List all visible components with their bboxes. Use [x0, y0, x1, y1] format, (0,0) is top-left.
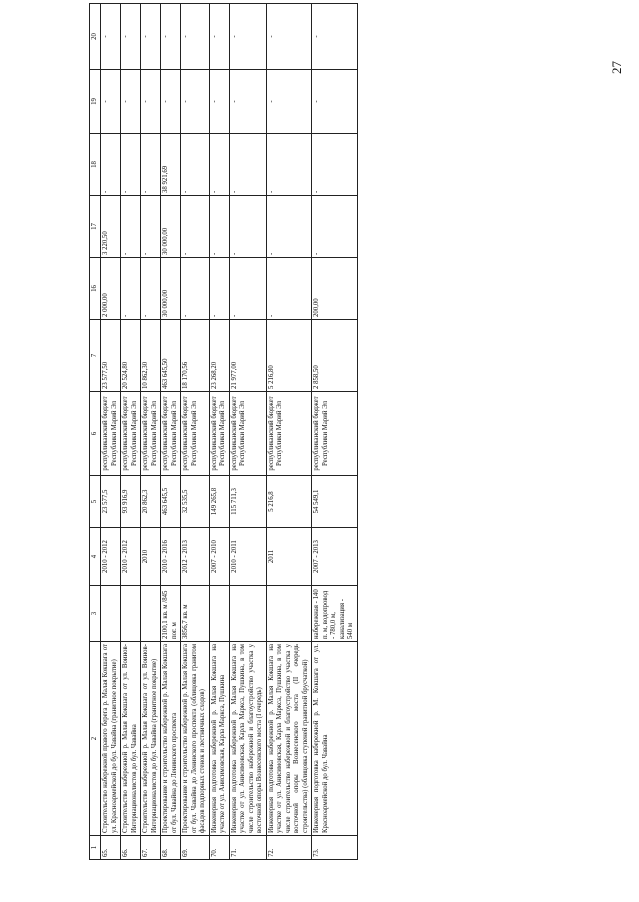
cell-num: 71. [229, 836, 266, 860]
cell-c6: республиканский бюджет Республики Марий Эл [121, 392, 141, 476]
cell-c4: 2012 - 2013 [181, 528, 209, 586]
column-header: 19 [90, 70, 101, 134]
cell-name: Инженерная подготовка набережной р. Малая Кокшага на участке от ул. Анисимовская, Карла Маркса, Пушкина [209, 642, 229, 836]
cell-c17: - [209, 196, 229, 258]
cell-c18: 38 921,69 [161, 134, 181, 196]
cell-c5: 23 577,5 [101, 476, 121, 528]
column-header: 4 [90, 528, 101, 586]
cell-c6: республиканский бюджет Республики Марий Эл [266, 392, 311, 476]
column-header: 18 [90, 134, 101, 196]
cell-c4: 2011 [266, 528, 311, 586]
table-row [266, 4, 311, 860]
header-row [90, 4, 101, 860]
cell-c18: - [209, 134, 229, 196]
cell-c19: - [181, 70, 209, 134]
cell-c5: 93 916,9 [121, 476, 141, 528]
cell-c16: - [209, 258, 229, 320]
cell-name: Строительство набережной правого берега р. Малая Кокшага от ул. Красноармейской до бул. Чавайна (гранитное покрытие) [101, 642, 121, 836]
cell-c20: - [141, 4, 161, 70]
cell-c18: - [121, 134, 141, 196]
cell-c16: 200,00 [312, 258, 357, 320]
table-row [209, 4, 229, 860]
cell-c4: 2010 - 2012 [101, 528, 121, 586]
cell-c7: 463 645,50 [161, 320, 181, 392]
cell-c20: - [101, 4, 121, 70]
cell-c3 [101, 586, 121, 642]
cell-c6: республиканский бюджет Республики Марий Эл [101, 392, 121, 476]
cell-num: 68. [161, 836, 181, 860]
cell-c7: 23 577,50 [101, 320, 121, 392]
cell-c5: 32 535,5 [181, 476, 209, 528]
cell-num: 67. [141, 836, 161, 860]
table-row [101, 4, 121, 860]
cell-c7: 18 170,56 [181, 320, 209, 392]
cell-c6: республиканский бюджет Республики Марий Эл [161, 392, 181, 476]
column-header: 3 [90, 586, 101, 642]
cell-c17: 3 220,50 [101, 196, 121, 258]
column-header: 2 [90, 642, 101, 836]
cell-c19: - [101, 70, 121, 134]
cell-c19: - [266, 70, 311, 134]
cell-c20: - [209, 4, 229, 70]
cell-num: 70. [209, 836, 229, 860]
cell-c4: 2010 - 2012 [121, 528, 141, 586]
cell-num: 69. [181, 836, 209, 860]
cell-name: Инженерная подготовка набережной р. Малая Кокшага на участке от ул. Анисимовская, Карла Маркса, Пушкина, в том числе строительство набережной и благоустройство участка у восточной опоры Вознесенского моста (II очередь строительства) (облицовка ступеней гранитной брусчаткой) [266, 642, 311, 836]
cell-c18: - [181, 134, 209, 196]
cell-c20: - [312, 4, 357, 70]
cell-c3 [209, 586, 229, 642]
column-header: 6 [90, 392, 101, 476]
cell-c19: - [209, 70, 229, 134]
cell-c6: республиканский бюджет Республики Марий Эл [209, 392, 229, 476]
cell-num: 73. [312, 836, 357, 860]
page-number: 27 [609, 61, 624, 74]
cell-c20: - [181, 4, 209, 70]
cell-c7: 2 858,50 [312, 320, 357, 392]
cell-c6: республиканский бюджет Республики Марий Эл [181, 392, 209, 476]
cell-name: Строительство набережной р. Малая Кокшага от ул. Воинов-Интернационалистов до бул. Чавайна [121, 642, 141, 836]
cell-c7: 21 977,00 [229, 320, 266, 392]
cell-name: Строительство набережной р. Малая Кокшага от ул. Воинов-Интернационалистов до бул. Чавайна (гранитное покрытие) [141, 642, 161, 836]
cell-c16: 30 000,00 [161, 258, 181, 320]
cell-c3: набережная - 140 п. м, водопровод - 780,0 м, канализация - 540 м [312, 586, 357, 642]
cell-c5: 5 216,8 [266, 476, 311, 528]
cell-c20: - [229, 4, 266, 70]
cell-c19: - [141, 70, 161, 134]
cell-c7: 20 524,80 [121, 320, 141, 392]
table-row [161, 4, 181, 860]
cell-c19: - [121, 70, 141, 134]
cell-name: Проектирование и строительство набережной р. Малая Кокшага от бул. Чавайна до Ленинского проспекта (облицовка гранитом фасадов подпорных стенок и лестничных сходов) [181, 642, 209, 836]
column-header: 5 [90, 476, 101, 528]
cell-c20: - [266, 4, 311, 70]
cell-c5: 20 862,3 [141, 476, 161, 528]
cell-c6: республиканский бюджет Республики Марий Эл [229, 392, 266, 476]
cell-c18: - [141, 134, 161, 196]
cell-name: Проектирование и строительство набережной р. Малая Кокшага от бул. Чавайна до Ленинского проспекта [161, 642, 181, 836]
cell-num: 65. [101, 836, 121, 860]
column-header: 20 [90, 4, 101, 70]
cell-c16: 2 000,00 [101, 258, 121, 320]
cell-c18: - [312, 134, 357, 196]
cell-c3 [266, 586, 311, 642]
cell-c3 [141, 586, 161, 642]
cell-c5: 54 549,1 [312, 476, 357, 528]
column-header: 7 [90, 320, 101, 392]
cell-c17: - [229, 196, 266, 258]
cell-c19: - [229, 70, 266, 134]
cell-num: 72. [266, 836, 311, 860]
column-header: 16 [90, 258, 101, 320]
cell-c3: 2100,1 кв. м /845 пог. м [161, 586, 181, 642]
column-header: 1 [90, 836, 101, 860]
cell-c17: - [266, 196, 311, 258]
cell-c16: - [181, 258, 209, 320]
cell-name: Инженерная подготовка набережной р. Малая Кокшага на участке от ул. Анисимовская, Карла Маркса, Пушкина, в том числе строительство набережной и благоустройство участка у восточной опоры Вознесенского моста (I очередь) [229, 642, 266, 836]
cell-c16: - [121, 258, 141, 320]
cell-c19: - [161, 70, 181, 134]
table-row [141, 4, 161, 860]
cell-name: Инженерная подготовка набережной р. М. Кокшага от ул. Красноармейской до бул. Чавайна [312, 642, 357, 836]
cell-c17: - [121, 196, 141, 258]
cell-c7: 5 216,80 [266, 320, 311, 392]
cell-c4: 2010 - 2016 [161, 528, 181, 586]
cell-c20: - [161, 4, 181, 70]
cell-c17: 30 000,00 [161, 196, 181, 258]
cell-c16: - [229, 258, 266, 320]
cell-num: 66. [121, 836, 141, 860]
cell-c4: 2010 - 2011 [229, 528, 266, 586]
cell-c4: 2007 - 2013 [312, 528, 357, 586]
cell-c5: 115 711,3 [229, 476, 266, 528]
cell-c7: 10 862,30 [141, 320, 161, 392]
table-row [181, 4, 209, 860]
cell-c17: - [181, 196, 209, 258]
cell-c17: - [141, 196, 161, 258]
cell-c18: - [266, 134, 311, 196]
cell-c3: 3856,7 кв. м [181, 586, 209, 642]
table-row [312, 4, 357, 860]
cell-c6: республиканский бюджет Республики Марий Эл [141, 392, 161, 476]
column-header: 17 [90, 196, 101, 258]
cell-c19: - [312, 70, 357, 134]
cell-c17: - [312, 196, 357, 258]
cell-c5: 463 645,5 [161, 476, 181, 528]
cell-c18: - [229, 134, 266, 196]
cell-c20: - [121, 4, 141, 70]
cell-c6: республиканский бюджет Республики Марий Эл [312, 392, 357, 476]
table-row [121, 4, 141, 860]
cell-c5: 149 265,8 [209, 476, 229, 528]
cell-c16: - [266, 258, 311, 320]
cell-c3 [229, 586, 266, 642]
cell-c16: - [141, 258, 161, 320]
cell-c3 [121, 586, 141, 642]
cell-c4: 2007 - 2010 [209, 528, 229, 586]
rotated-page [75, 0, 635, 880]
cell-c18: - [101, 134, 121, 196]
program-table [89, 3, 358, 860]
table-row [229, 4, 266, 860]
cell-c7: 23 268,20 [209, 320, 229, 392]
cell-c4: 2010 [141, 528, 161, 586]
